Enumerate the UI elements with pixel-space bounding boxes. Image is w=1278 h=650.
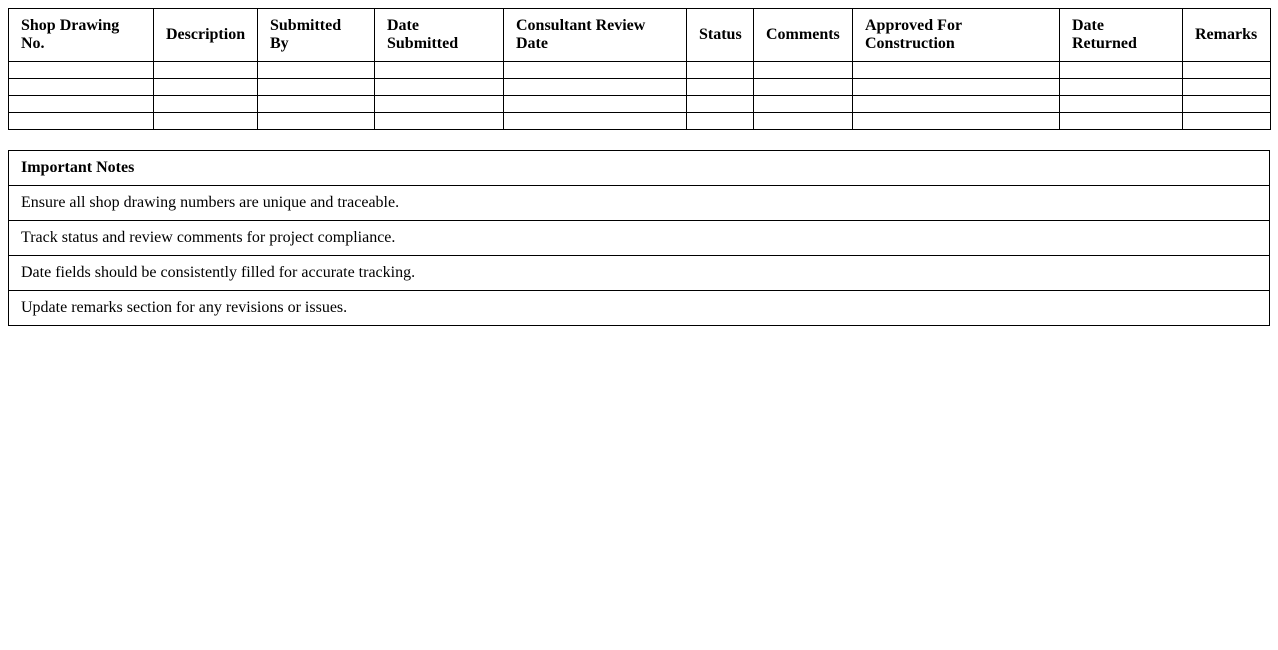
column-header-approved-for-construction: Approved For Construction xyxy=(853,9,1060,62)
table-cell xyxy=(687,62,754,79)
table-cell xyxy=(154,96,258,113)
shop-drawing-register-table xyxy=(8,8,1271,130)
note-item: Track status and review comments for project compliance. xyxy=(9,221,1270,256)
important-notes-table xyxy=(8,150,1270,326)
table-cell xyxy=(9,113,154,130)
table-cell xyxy=(853,62,1060,79)
table-cell xyxy=(1060,62,1183,79)
table-cell xyxy=(754,62,853,79)
table-cell xyxy=(687,96,754,113)
table-cell xyxy=(9,96,154,113)
table-body xyxy=(9,62,1271,130)
table-cell xyxy=(853,79,1060,96)
table-cell xyxy=(258,96,375,113)
column-header-consultant-review-date: Consultant Review Date xyxy=(504,9,687,62)
table-cell xyxy=(754,113,853,130)
table-cell xyxy=(853,113,1060,130)
table-cell xyxy=(504,79,687,96)
table-cell xyxy=(1183,113,1271,130)
table-cell xyxy=(754,96,853,113)
notes-title: Important Notes xyxy=(9,151,1270,186)
column-header-submitted-by: Submitted By xyxy=(258,9,375,62)
table-row xyxy=(9,96,1271,113)
notes-body xyxy=(9,186,1270,326)
table-cell xyxy=(687,113,754,130)
table-row xyxy=(9,79,1271,96)
table-cell xyxy=(1060,113,1183,130)
table-cell xyxy=(375,79,504,96)
column-header-date-returned: Date Returned xyxy=(1060,9,1183,62)
column-header-date-submitted: Date Submitted xyxy=(375,9,504,62)
table-cell xyxy=(258,113,375,130)
table-cell xyxy=(154,113,258,130)
table-cell xyxy=(258,62,375,79)
table-cell xyxy=(9,79,154,96)
column-header-comments: Comments xyxy=(754,9,853,62)
column-header-shop-drawing-no: Shop Drawing No. xyxy=(9,9,154,62)
note-item: Ensure all shop drawing numbers are unique and traceable. xyxy=(9,186,1270,221)
note-item: Date fields should be consistently filled for accurate tracking. xyxy=(9,256,1270,291)
table-cell xyxy=(853,96,1060,113)
note-row xyxy=(9,186,1270,221)
table-cell xyxy=(1183,96,1271,113)
notes-header-row xyxy=(9,151,1270,186)
table-cell xyxy=(504,96,687,113)
table-cell xyxy=(1060,79,1183,96)
table-cell xyxy=(1060,96,1183,113)
note-row xyxy=(9,221,1270,256)
table-row xyxy=(9,62,1271,79)
column-header-status: Status xyxy=(687,9,754,62)
table-cell xyxy=(375,62,504,79)
column-header-description: Description xyxy=(154,9,258,62)
table-cell xyxy=(375,113,504,130)
table-cell xyxy=(375,96,504,113)
table-header-row xyxy=(9,9,1271,62)
table-row xyxy=(9,113,1271,130)
table-cell xyxy=(504,62,687,79)
table-cell xyxy=(258,79,375,96)
column-header-remarks: Remarks xyxy=(1183,9,1271,62)
table-cell xyxy=(504,113,687,130)
table-cell xyxy=(154,79,258,96)
note-item: Update remarks section for any revisions or issues. xyxy=(9,291,1270,326)
table-cell xyxy=(687,79,754,96)
note-row xyxy=(9,256,1270,291)
table-cell xyxy=(754,79,853,96)
table-cell xyxy=(1183,62,1271,79)
note-row xyxy=(9,291,1270,326)
table-cell xyxy=(9,62,154,79)
table-cell xyxy=(1183,79,1271,96)
table-cell xyxy=(154,62,258,79)
